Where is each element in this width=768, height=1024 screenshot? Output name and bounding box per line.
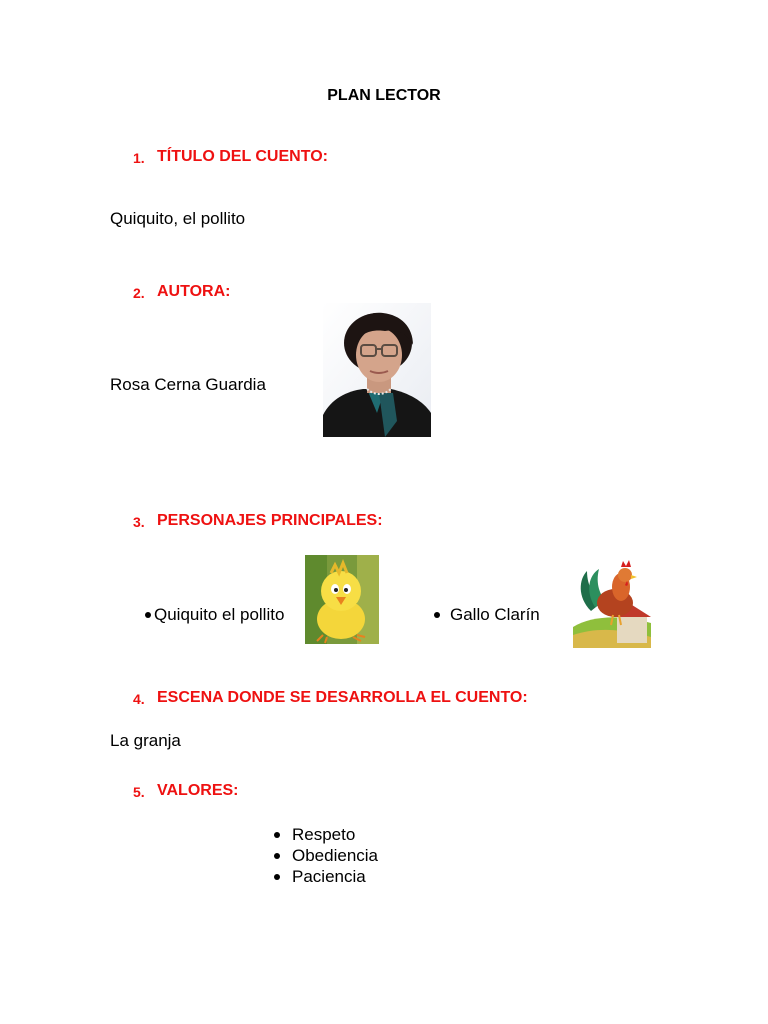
section-2-heading <box>133 283 653 303</box>
section-number: 3. <box>133 514 145 530</box>
section-number: 2. <box>133 285 145 301</box>
values-list <box>274 824 378 887</box>
author-portrait-photo <box>323 303 431 437</box>
list-item <box>274 824 378 845</box>
section-title: PERSONAJES PRINCIPALES: <box>157 512 383 529</box>
value-text: Paciencia <box>292 867 366 886</box>
value-text: Obediencia <box>292 846 379 865</box>
section-number: 4. <box>133 691 145 707</box>
section-title: AUTORA: <box>157 283 231 300</box>
story-title-text: Quiquito, el pollito <box>110 209 246 228</box>
section-5-heading <box>133 782 653 802</box>
section-title: ESCENA DONDE SE DESARROLLA EL CUENTO: <box>157 689 528 706</box>
character-list-item <box>145 605 284 625</box>
list-item <box>274 845 378 866</box>
section-number: 5. <box>133 784 145 800</box>
value-text: Respeto <box>292 825 356 844</box>
bullet-icon <box>434 612 440 618</box>
section-title: VALORES: <box>157 782 239 799</box>
bullet-icon <box>274 832 280 838</box>
scene-text: La granja <box>110 731 181 750</box>
rooster-illustration <box>573 557 651 648</box>
bullet-icon <box>274 853 280 859</box>
list-item <box>274 866 378 887</box>
section-4-heading <box>133 689 653 709</box>
author-name-text: Rosa Cerna Guardia <box>110 375 266 394</box>
chick-illustration <box>305 555 379 644</box>
document-title: PLAN LECTOR <box>327 87 441 104</box>
character-list-item <box>434 605 540 625</box>
section-3-heading <box>133 512 653 532</box>
character-name: Quiquito el pollito <box>154 605 285 624</box>
section-1-heading <box>133 148 653 168</box>
bullet-icon <box>145 612 151 618</box>
bullet-icon <box>274 874 280 880</box>
section-number: 1. <box>133 150 145 166</box>
character-name: Gallo Clarín <box>450 605 540 624</box>
section-title: TÍTULO DEL CUENTO: <box>157 148 328 165</box>
